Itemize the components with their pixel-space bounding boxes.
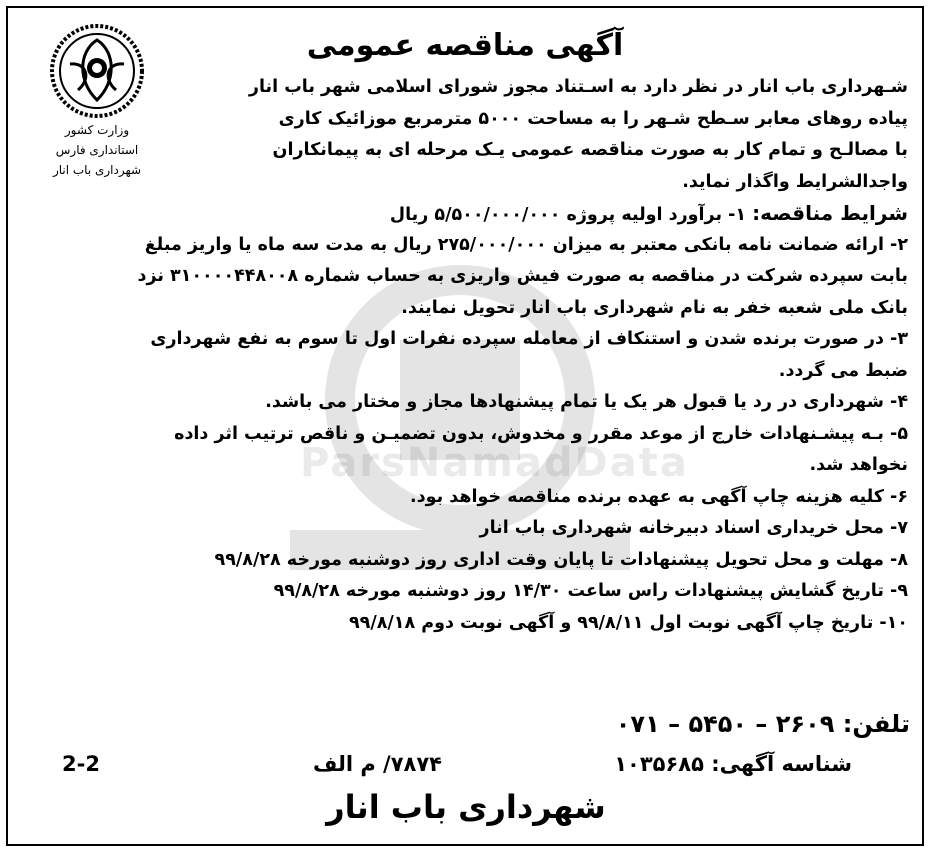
condition-line: ۶- کلیه هزینه چاپ آگهی به عهده برنده مناقصه خواهد بود. — [410, 486, 908, 507]
ad-info-row — [50, 752, 852, 786]
logo-line-ministry: وزارت کشور — [64, 123, 130, 137]
condition-line: ۲- ارائه ضمانت نامه بانکی معتبر به میزان ۲۷۵/۰۰۰/۰۰۰ ریال به مدت سه ماه یا واریز مبلغ — [144, 234, 908, 255]
logo-line-province: استانداری فارس — [55, 143, 139, 157]
condition-line: نخواهد شد. — [809, 455, 908, 475]
condition-line: بانک ملی شعبه خفر به نام شهرداری باب انار تحویل نمایند. — [401, 297, 908, 318]
ad-code: ۷۸۷۴/ م الف — [312, 752, 442, 776]
condition-line: ۸- مهلت و محل تحویل پیشنهادات تا پایان وقت اداری روز دوشنبه مورخه ۹۹/۸/۲۸ — [214, 549, 908, 570]
ad-id: شناسه آگهی: ۱۰۳۵۶۸۵ — [614, 752, 852, 776]
condition-line: بابت سپرده شرکت در مناقصه به صورت فیش واریزی به حساب شماره ۳۱۰۰۰۰۴۴۸۰۰۸ نزد — [137, 266, 908, 286]
condition-line: ۵- بـه پیشـنهادات خارج از موعد مقرر و مخدوش، بدون تضمیـن و ناقص ترتیب اثر داده — [174, 423, 908, 444]
intro-line: شـهرداری باب انار در نظر دارد به اسـتناد مجوز شورای اسلامی شهر باب انار — [248, 77, 908, 97]
conditions-label: شرایط مناقصه: — [752, 201, 908, 225]
intro-line: پیاده روهای معابر سـطح شـهر را به مساحت ۵۰۰۰ مترمربع موزائیک کاری — [278, 108, 908, 129]
condition-line: ۹- تاریخ گشایش پیشنهادات راس ساعت ۱۴/۳۰ روز دوشنبه مورخه ۹۹/۸/۲۸ — [273, 581, 908, 601]
condition-text: ۱- برآورد اولیه پروژه ۵/۵۰۰/۰۰۰/۰۰۰ ریال — [389, 205, 747, 225]
notice-body — [48, 72, 908, 639]
intro-line: واجدالشرایط واگذار نماید. — [682, 171, 908, 192]
notice-title: آگهی مناقصه عمومی — [306, 28, 624, 63]
condition-line: ضبط می گردد. — [778, 360, 908, 381]
phone-number: تلفن: ۲۶۰۹ – ۵۴۵۰ – ۰۷۱ — [615, 710, 910, 738]
condition-line: ۷- محل خریداری اسناد دبیرخانه شهرداری باب انار — [479, 518, 908, 538]
signature-municipality: شهرداری باب انار — [326, 788, 606, 826]
condition-line: ۴- شهرداری در رد یا قبول هر یک یا تمام پیشنهادها مجاز و مختار می باشد. — [265, 392, 908, 412]
ad-page: 2-2 — [62, 752, 100, 776]
logo-line-municipality: شهرداری باب انار — [52, 163, 142, 177]
watermark-text: ParsNamadData — [300, 440, 689, 486]
condition-line: ۱۰- تاریخ چاپ آگهی نوبت اول ۹۹/۸/۱۱ و آگهی نوبت دوم ۹۹/۸/۱۸ — [348, 612, 908, 633]
intro-paragraph — [48, 72, 908, 198]
condition-line-1 — [48, 198, 908, 230]
condition-line: ۳- در صورت برنده شدن و استنکاف از معامله سپرده نفرات اول تا سوم به نفع شهرداری — [150, 329, 908, 349]
intro-line: با مصالـح و تمام کار به صورت مناقصه عمومی یـک مرحله ای به پیمانکاران — [272, 140, 908, 160]
